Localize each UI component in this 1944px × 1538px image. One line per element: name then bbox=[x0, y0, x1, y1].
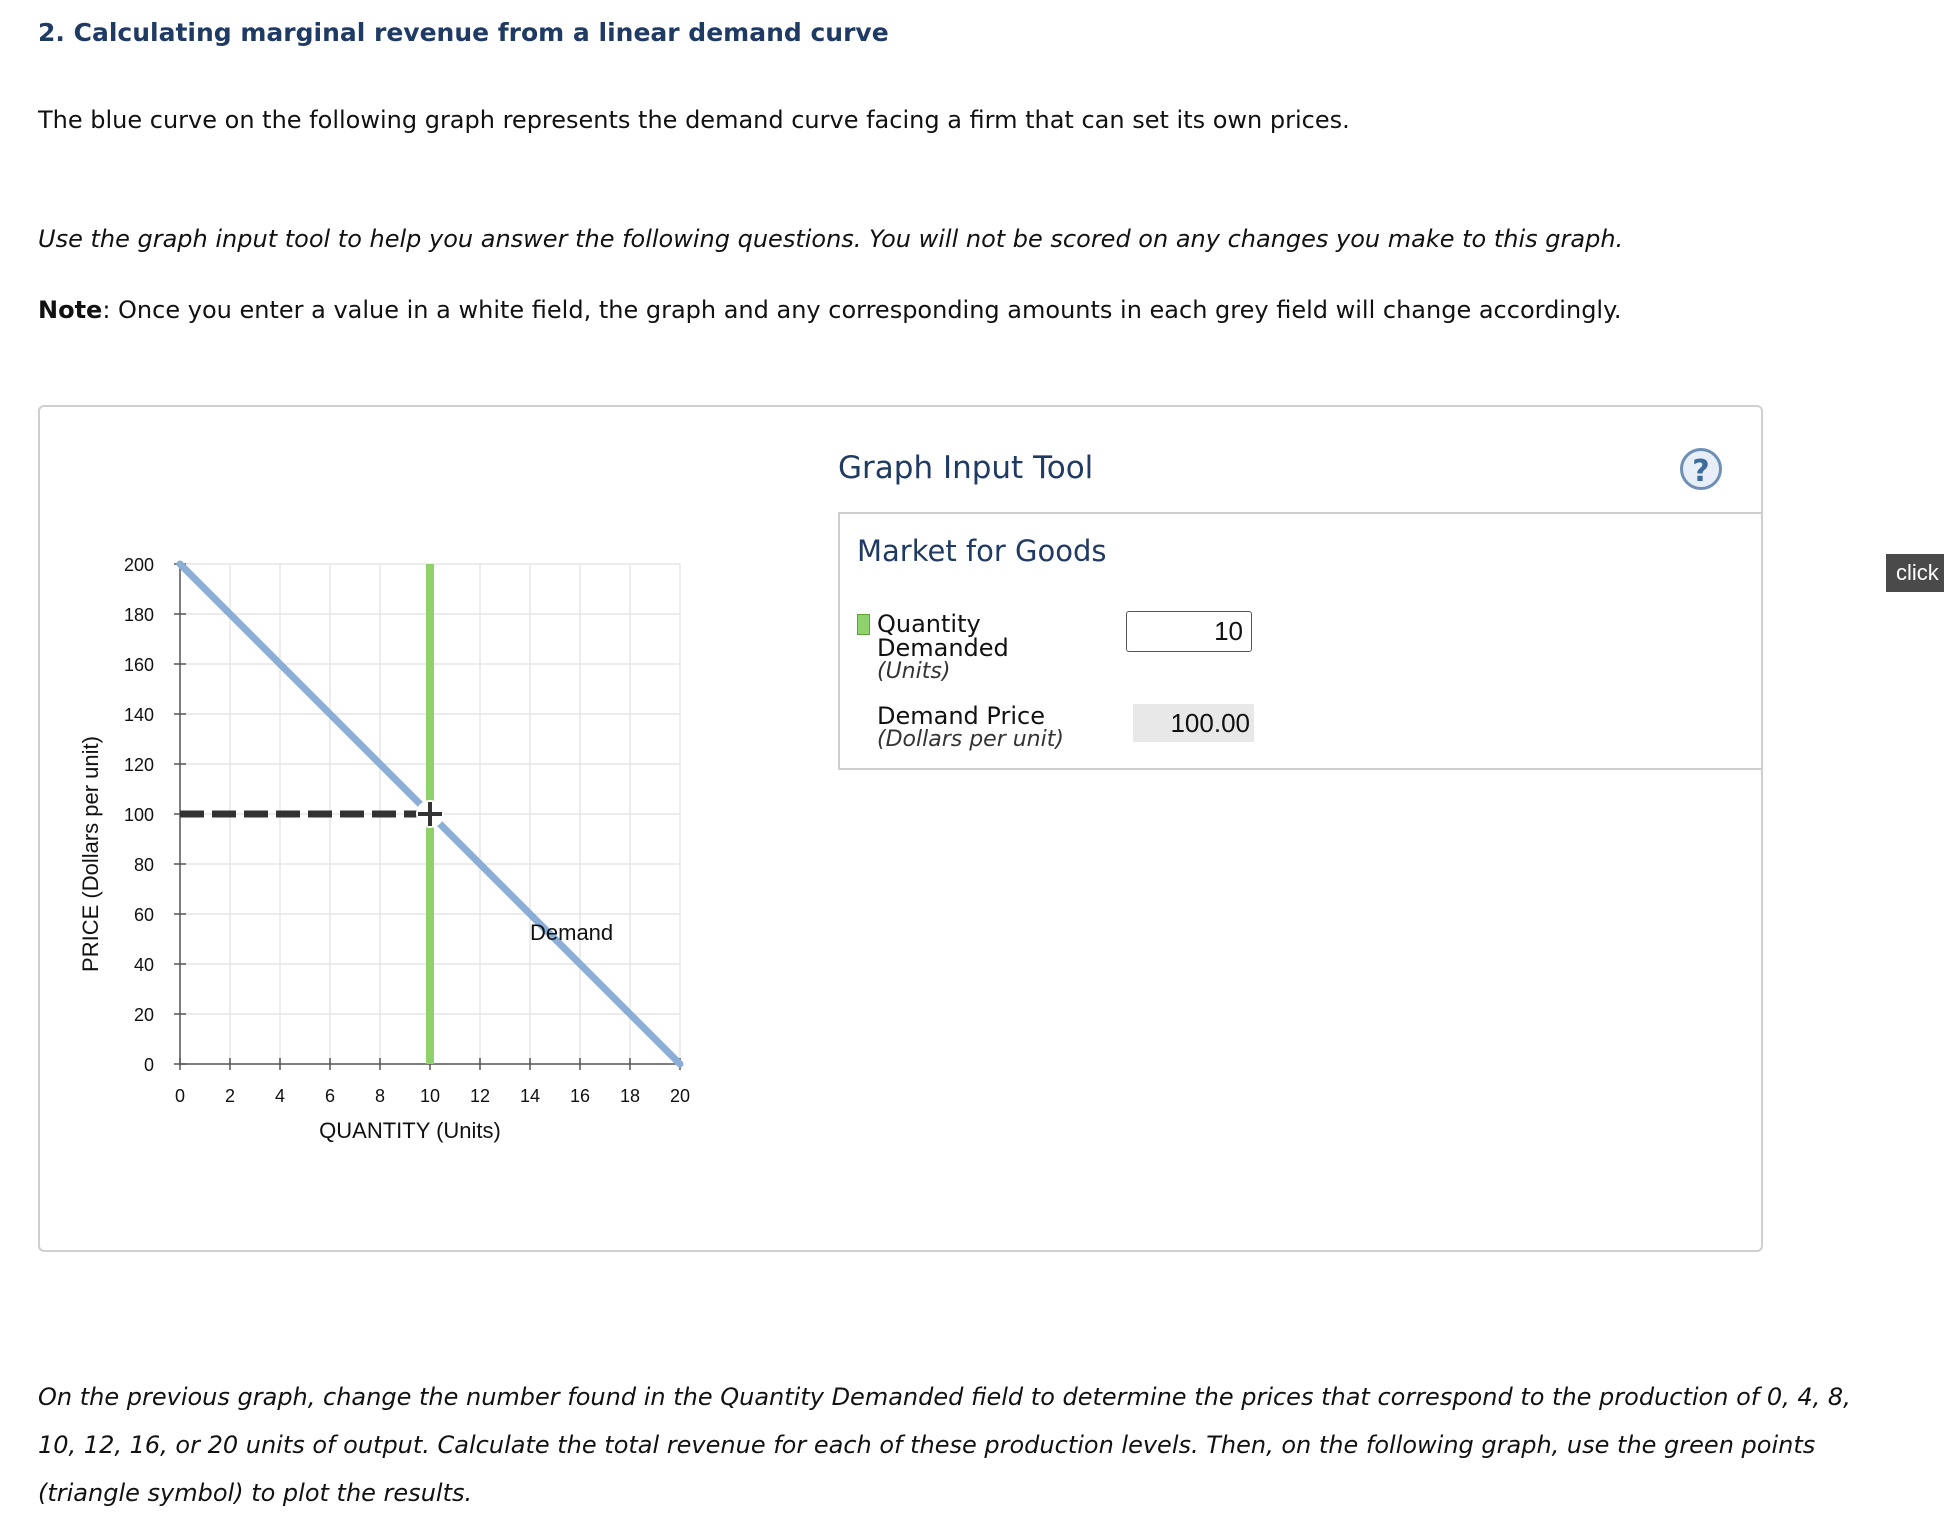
x-tick-label: 18 bbox=[619, 1086, 641, 1106]
demand-curve-label: Demand bbox=[530, 920, 614, 945]
note-body: : Once you enter a value in a white field, the graph and any corresponding amounts in each grey field will change accordingly. bbox=[102, 296, 1622, 324]
page-heading: 2. Calculating marginal revenue from a linear demand curve bbox=[38, 18, 889, 47]
y-tick-label: 80 bbox=[133, 855, 154, 875]
quantity-unit: (Units) bbox=[877, 659, 951, 684]
quantity-label-line2: Demanded bbox=[877, 634, 1009, 662]
graph-input-tool-title: Graph Input Tool bbox=[838, 450, 1094, 486]
quantity-label-line1: Quantity bbox=[877, 610, 981, 638]
y-tick-label: 120 bbox=[123, 755, 154, 775]
x-tick-label: 2 bbox=[224, 1086, 236, 1106]
x-tick-label: 0 bbox=[174, 1086, 186, 1106]
x-tick-label: 6 bbox=[324, 1086, 336, 1106]
y-tick-label: 140 bbox=[123, 705, 154, 725]
x-tick-label: 8 bbox=[374, 1086, 386, 1106]
x-tick-label: 20 bbox=[669, 1086, 691, 1106]
selected-point-marker[interactable] bbox=[416, 800, 444, 828]
y-tick-label: 40 bbox=[133, 955, 154, 975]
x-tick-label: 14 bbox=[519, 1086, 541, 1106]
x-tick-label: 10 bbox=[419, 1086, 441, 1106]
x-axis-label: QUANTITY (Units) bbox=[319, 1118, 501, 1143]
market-title: Market for Goods bbox=[857, 534, 1107, 568]
tick-labels bbox=[124, 555, 690, 1106]
price-label: Demand Price bbox=[877, 702, 1045, 730]
note-label: Note bbox=[38, 296, 103, 324]
bottom-text-line2: 10, 12, 16, or 20 units of output. Calculate the total revenue for each of these production levels. Then, on the following graph, use the green points bbox=[38, 1431, 1816, 1459]
note-text bbox=[38, 296, 1622, 324]
y-tick-label: 60 bbox=[133, 905, 154, 925]
price-unit: (Dollars per unit) bbox=[877, 727, 1064, 752]
y-tick-label: 200 bbox=[123, 555, 154, 575]
x-tick-label: 16 bbox=[569, 1086, 591, 1106]
quantity-legend-swatch bbox=[857, 614, 870, 635]
instruction-text: Use the graph input tool to help you answer the following questions. You will not be scored on any changes you make to this graph. bbox=[38, 225, 1624, 253]
demand-graph[interactable] bbox=[60, 530, 720, 1150]
y-tick-label: 100 bbox=[123, 805, 154, 825]
bottom-text-line1: On the previous graph, change the number found in the Quantity Demanded field to determine the prices that correspond to the production of 0, 4, 8, bbox=[38, 1383, 1851, 1411]
y-axis-label: PRICE (Dollars per unit) bbox=[78, 736, 103, 972]
side-click-tab[interactable]: click bbox=[1886, 554, 1944, 592]
quantity-input[interactable] bbox=[1126, 611, 1252, 652]
y-tick-label: 20 bbox=[133, 1005, 154, 1025]
y-tick-label: 160 bbox=[123, 655, 154, 675]
demand-price-field: 100.00 bbox=[1133, 704, 1254, 742]
x-tick-label: 4 bbox=[274, 1086, 286, 1106]
y-tick-label: 0 bbox=[143, 1055, 154, 1075]
bottom-text-line3: (triangle symbol) to plot the results. bbox=[38, 1479, 473, 1507]
x-tick-label: 12 bbox=[469, 1086, 491, 1106]
help-icon[interactable]: ? bbox=[1680, 448, 1722, 490]
y-tick-label: 180 bbox=[123, 605, 154, 625]
intro-text: The blue curve on the following graph represents the demand curve facing a firm that can set its own prices. bbox=[38, 106, 1350, 134]
